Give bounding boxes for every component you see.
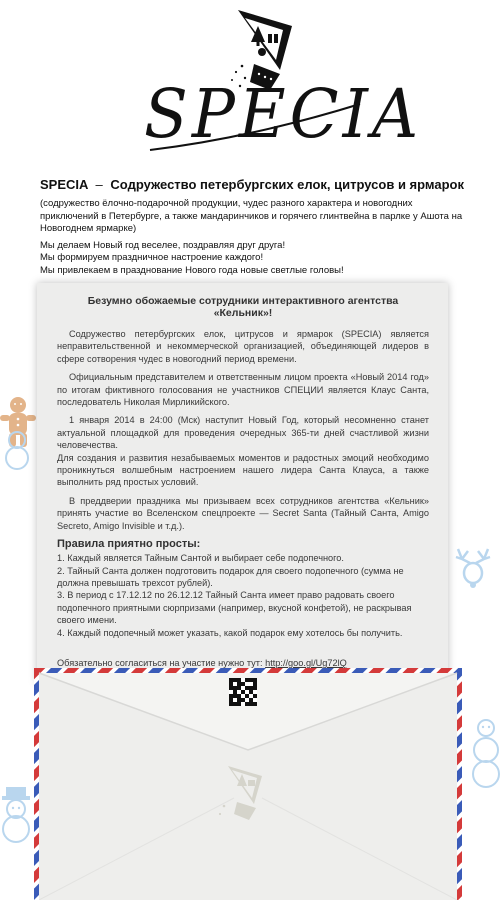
letter-paragraph: Содружество петербургских елок, цитрусов и ярмарок (SPECIA) является неправительственной и некоммерческой организацией, объединяющей лидеров в сфере сотворения чудес в новогодний период времени.: [57, 329, 429, 364]
rule-item: 3. В период с 17.12.12 по 26.12.12 Тайный Санта имеет право радовать своего подопечного приятными сюрпризами (например, вкусной конфетой), не раскрывая своего имени.: [57, 590, 412, 626]
page-title: [40, 176, 470, 193]
letter-paragraph: В преддверии праздника мы призываем всех сотрудников агентства «Кельник» принять участие во Вселенском спецпроекте — Secret Santa (Тайный Санта, Amigo Secreto, Amigo Invisible и т.д.).: [57, 495, 429, 531]
reindeer-icon: [448, 545, 500, 595]
header: [40, 176, 470, 277]
slogan: Мы привлекаем в празднование Нового года новые светлые головы!: [40, 264, 344, 276]
rule-item: 1. Каждый является Тайным Сантой и выбирает себе подопечного.: [57, 553, 344, 564]
title-dash: –: [95, 177, 103, 192]
signup-link[interactable]: http://goo.gl/Ug72lQ: [265, 657, 347, 668]
letter-card: [37, 283, 448, 683]
title-text: Содружество петербургских елок, цитрусов и ярмарок: [110, 177, 464, 192]
specia-logo: [130, 8, 423, 158]
brand-name: SPECIA: [40, 177, 88, 192]
rule-item: 4. Каждый подопечный может указать, какой подарок ему хотелось бы получить.: [57, 627, 403, 638]
letter-greeting: Безумно обожаемые сотрудники интерактивного агентства «Кельник»!: [87, 295, 399, 319]
slogans-list: [40, 240, 470, 278]
logo-wordmark: SPECIA: [144, 76, 423, 154]
letter-paragraph: Для создания и развития незабываемых моментов и радостных эмоций необходимо проникнуться волшебным настроением нашего лидера Санта Клауса, а также выполнить ряд простых условий.: [57, 452, 429, 488]
rules-title: Правила приятно просты:: [57, 538, 201, 551]
slogan: Мы формируем праздничное настроение каждого!: [40, 252, 264, 263]
snowman-icon: [466, 718, 500, 788]
subtitle: (содружество ёлочно-подарочной продукции, чудес разного характера и новогодних приключений в Петербурге, а также мандаринчиков и горячего глинтвейна в парлке у Ашота на Новогоднем ярмарке): [40, 198, 463, 234]
snowman-outline-icon: [0, 428, 34, 472]
rule-item: 2. Тайный Санта должен подготовить подарок для своего подопечного (сумма не должна превышать трехсот рублей).: [57, 565, 404, 588]
letter-paragraph: 1 января 2014 в 24:00 (Мск) наступит Новый Год, который несомненно станет актуальной площадкой для проведения очередных 365-ти дней счастливой жизни человечества.: [57, 415, 429, 451]
qr-code[interactable]: [229, 678, 257, 706]
signup-text: Обязательно согласиться на участие нужно тут:: [57, 657, 263, 668]
slogan: Мы делаем Новый год веселее, поздравляя друг друга!: [40, 239, 286, 251]
letter-paragraph: Официальным представителем и ответственным лицом проекта «Новый 2014 год» по итогам фиктивного голосования не участников СПЕЦИИ является Клаус Санта, последователь Николая Мирликийского.: [57, 372, 429, 408]
